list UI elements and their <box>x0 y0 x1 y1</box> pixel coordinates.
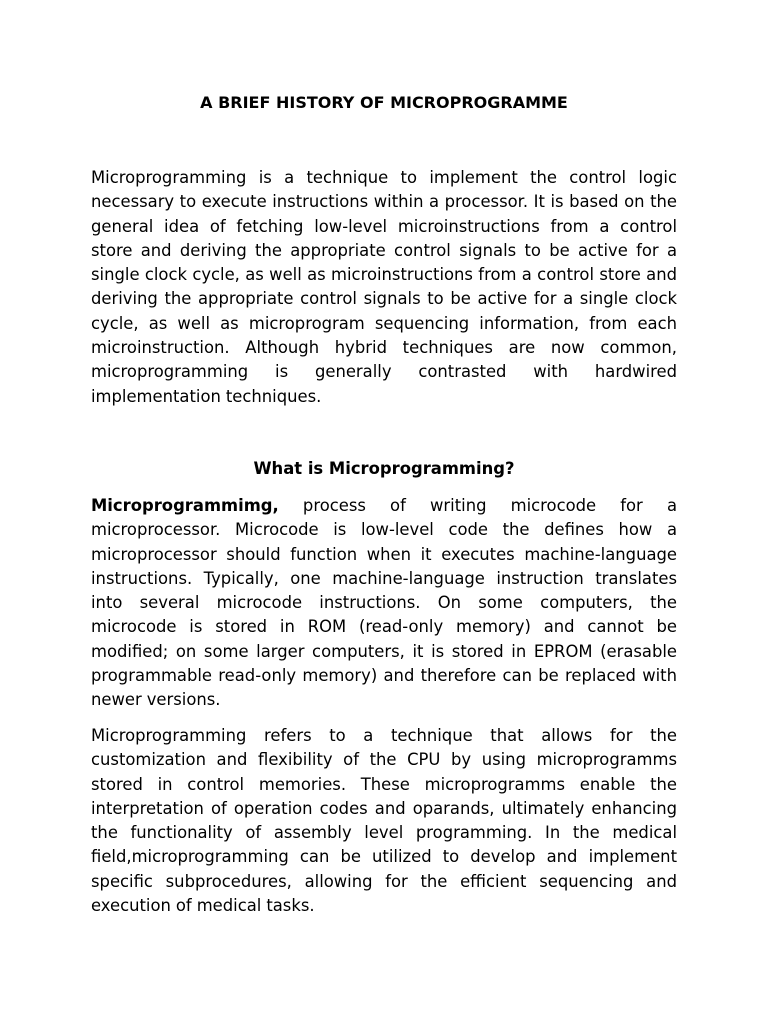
document-title: A BRIEF HISTORY OF MICROPROGRAMME <box>200 93 568 112</box>
document-page <box>91 0 677 1024</box>
definition-text: process of writing microcode for a microprocessor. Microcode is low-level code the defines how a microprocessor should function when it executes machine-language instructions. Typically, one machine-language instruction translates into several microcode instructions. On some computers, the microcode is stored in ROM (read-only memory) and cannot be modified; on some larger computers, it is stored in EPROM (erasable programmable read-only memory) and therefore can be replaced with newer versions. <box>91 496 677 710</box>
definition-paragraph <box>91 494 677 713</box>
closing-paragraph: Microprogramming refers to a technique that allows for the customization and flexibility of the CPU by using microprogramms stored in control memories. These microprogramms enable the interpretation of operation codes and oparands, ultimately enhancing the functionality of assembly level programming. In the medical field,microprogramming can be utilized to develop and implement specific subprocedures, allowing for the efficient sequencing and execution of medical tasks. <box>91 726 677 916</box>
section-heading: What is Microprogramming? <box>253 459 515 478</box>
defined-term: Microprogrammimg, <box>91 496 279 515</box>
intro-paragraph: Microprogramming is a technique to implement the control logic necessary to execute instructions within a processor. It is based on the general idea of fetching low-level microinstructions from a control store and deriving the appropriate control signals to be active for a single clock cycle, as well as microinstructions from a control store and deriving the appropriate control signals to be active for a single clock cycle, as well as microprogram sequencing information, from each microinstruction. Although hybrid techniques are now common, microprogramming is generally contrasted with hardwired implementation techniques. <box>91 168 677 406</box>
